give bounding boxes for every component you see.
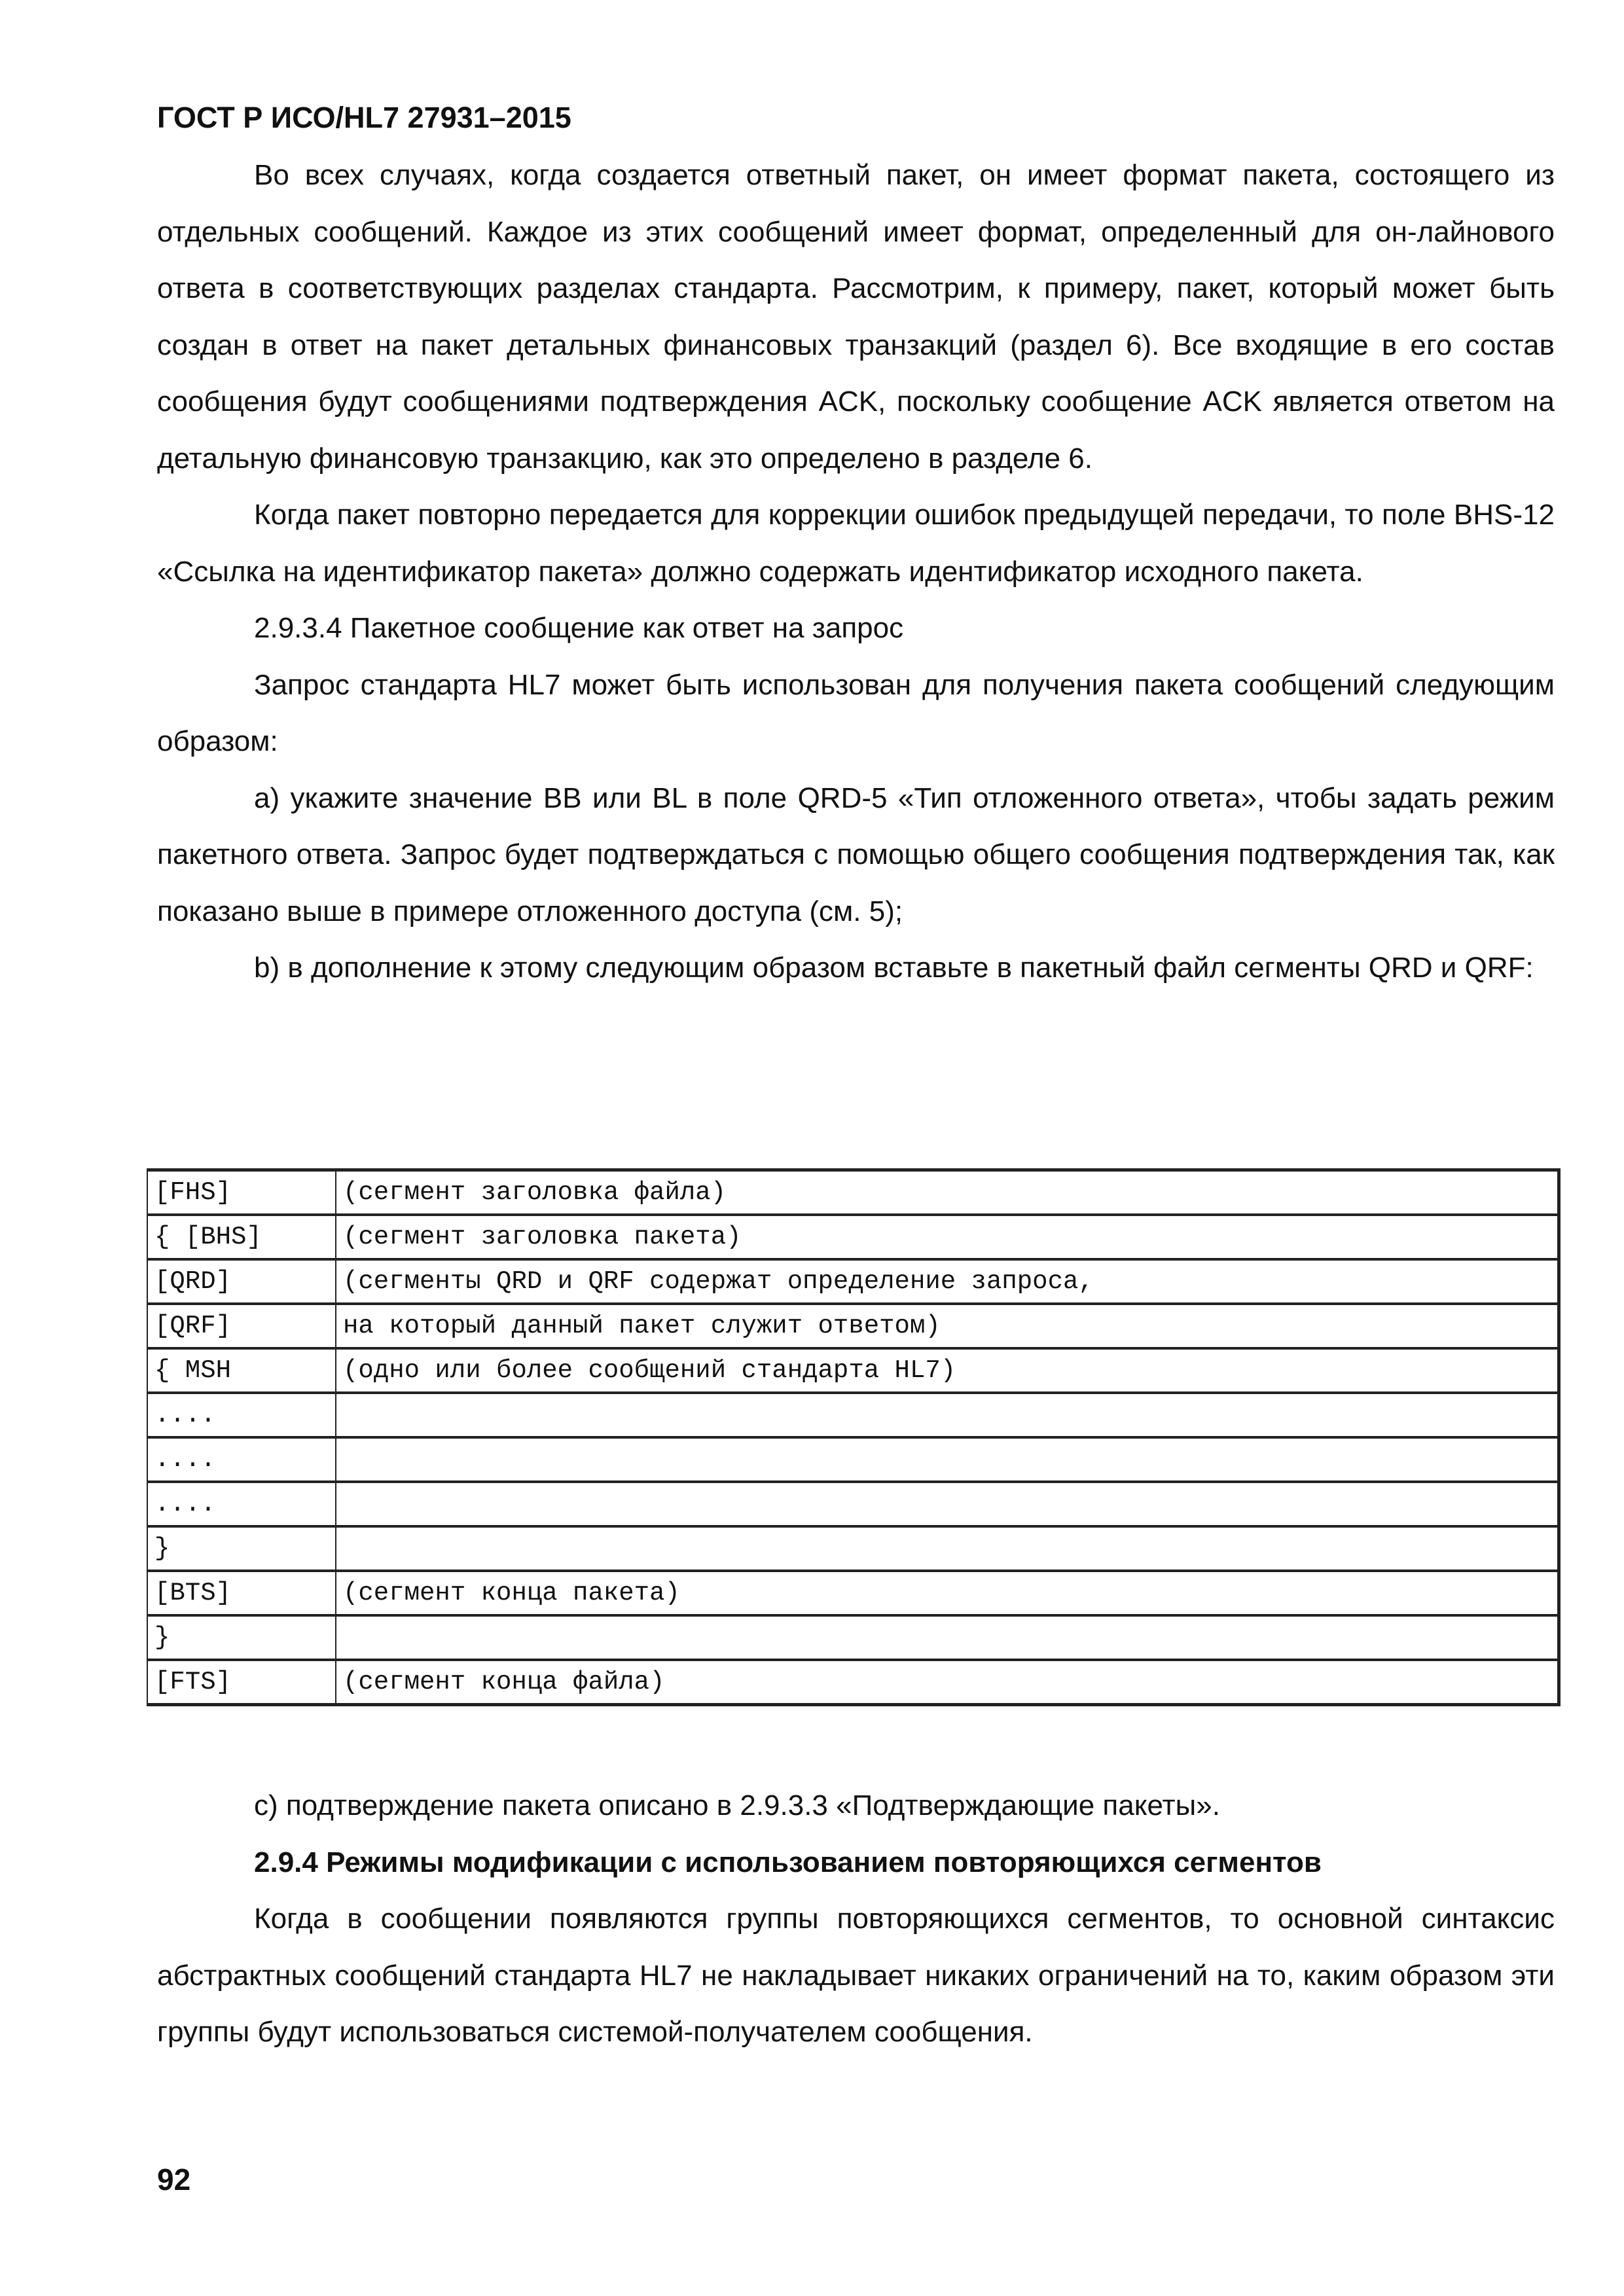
segment-code: [QRD] — [147, 1258, 335, 1302]
segment-code: { MSH — [147, 1347, 335, 1391]
segment-table — [147, 1168, 1561, 1706]
body-text-before-table — [157, 147, 1555, 997]
segment-code: .... — [147, 1436, 335, 1480]
segment-description — [335, 1525, 1557, 1570]
table-row — [147, 1525, 1557, 1570]
segment-description: (сегмент заголовка пакета) — [335, 1213, 1557, 1258]
section-heading-2-9-4: 2.9.4 Режимы модификации с использованием повторяющихся сегментов — [254, 1846, 1322, 1878]
table-row — [147, 1347, 1557, 1391]
segment-code: } — [147, 1614, 335, 1659]
table-row — [147, 1436, 1557, 1480]
list-item-c: c) подтверждение пакета описано в 2.9.3.3 «Подтверждающие пакеты». — [254, 1789, 1220, 1821]
section-heading-2-9-3-4: 2.9.3.4 Пакетное сообщение как ответ на запрос — [254, 612, 904, 644]
table-row — [147, 1391, 1557, 1436]
table-row — [147, 1258, 1557, 1302]
segment-description — [335, 1480, 1557, 1525]
paragraph-query-intro: Запрос стандарта HL7 может быть использован для получения пакета сообщений следующим образом: — [157, 668, 1555, 757]
segment-description — [335, 1436, 1557, 1480]
list-item-b: b) в дополнение к этому следующим образом вставьте в пакетный файл сегменты QRD и QRF: — [254, 952, 1534, 984]
segment-code: .... — [147, 1480, 335, 1525]
segment-description: (сегмент конца пакета) — [335, 1570, 1557, 1614]
segment-description: (сегмент конца файла) — [335, 1659, 1557, 1703]
segment-description: (одно или более сообщений стандарта HL7) — [335, 1347, 1557, 1391]
segment-description: (сегмент заголовка файла) — [335, 1168, 1557, 1213]
segment-code: [FHS] — [147, 1168, 335, 1213]
table-row — [147, 1659, 1557, 1703]
table-row — [147, 1480, 1557, 1525]
table-row — [147, 1570, 1557, 1614]
segment-code: [BTS] — [147, 1570, 335, 1614]
standard-header: ГОСТ Р ИСО/HL7 27931–2015 — [157, 101, 571, 134]
paragraph-response-batch: Во всех случаях, когда создается ответный пакет, он имеет формат пакета, состоящего из отдельных сообщений. Каждое из этих сообщений имеет формат, определенный для он-лайнового ответа в соответствующих разделах стандарта. Рассмотрим, к примеру, пакет, который может быть создан в ответ на пакет детальных финансовых транзакций (раздел 6). Все входящие в его состав сообщения будут сообщениями подтверждения ACK, поскольку сообщение ACK является ответом на детальную финансовую транзакцию, как это определено в разделе 6. — [157, 159, 1555, 475]
page-number: 92 — [157, 2162, 191, 2197]
table-row — [147, 1213, 1557, 1258]
segment-description: (сегменты QRD и QRF содержат определение запроса, — [335, 1258, 1557, 1302]
segment-code: } — [147, 1525, 335, 1570]
paragraph-repeating-segments: Когда в сообщении появляются группы повторяющихся сегментов, то основной синтаксис абстрактных сообщений стандарта HL7 не накладывает никаких ограничений на то, каким образом эти группы будут использоваться системой-получателем сообщения. — [157, 1903, 1555, 2048]
segment-description: на который данный пакет служит ответом) — [335, 1302, 1557, 1347]
list-item-a: a) укажите значение BB или BL в поле QRD-5 «Тип отложенного ответа», чтобы задать режим пакетного ответа. Запрос будет подтверждаться с помощью общего сообщения подтверждения так, как показано выше в примере отложенного доступа (см. 5); — [157, 781, 1555, 927]
segment-description — [335, 1614, 1557, 1659]
segment-code: { [BHS] — [147, 1213, 335, 1258]
segment-code: .... — [147, 1391, 335, 1436]
table-row — [147, 1302, 1557, 1347]
table-row — [147, 1614, 1557, 1659]
paragraph-retransmission: Когда пакет повторно передается для коррекции ошибок предыдущей передачи, то поле BHS-12 «Ссылка на идентификатор пакета» должно содержать идентификатор исходного пакета. — [157, 499, 1555, 588]
segment-description — [335, 1391, 1557, 1436]
segment-code: [QRF] — [147, 1302, 335, 1347]
table-row — [147, 1168, 1557, 1213]
segment-code: [FTS] — [147, 1659, 335, 1703]
body-text-after-table — [157, 1778, 1555, 2061]
